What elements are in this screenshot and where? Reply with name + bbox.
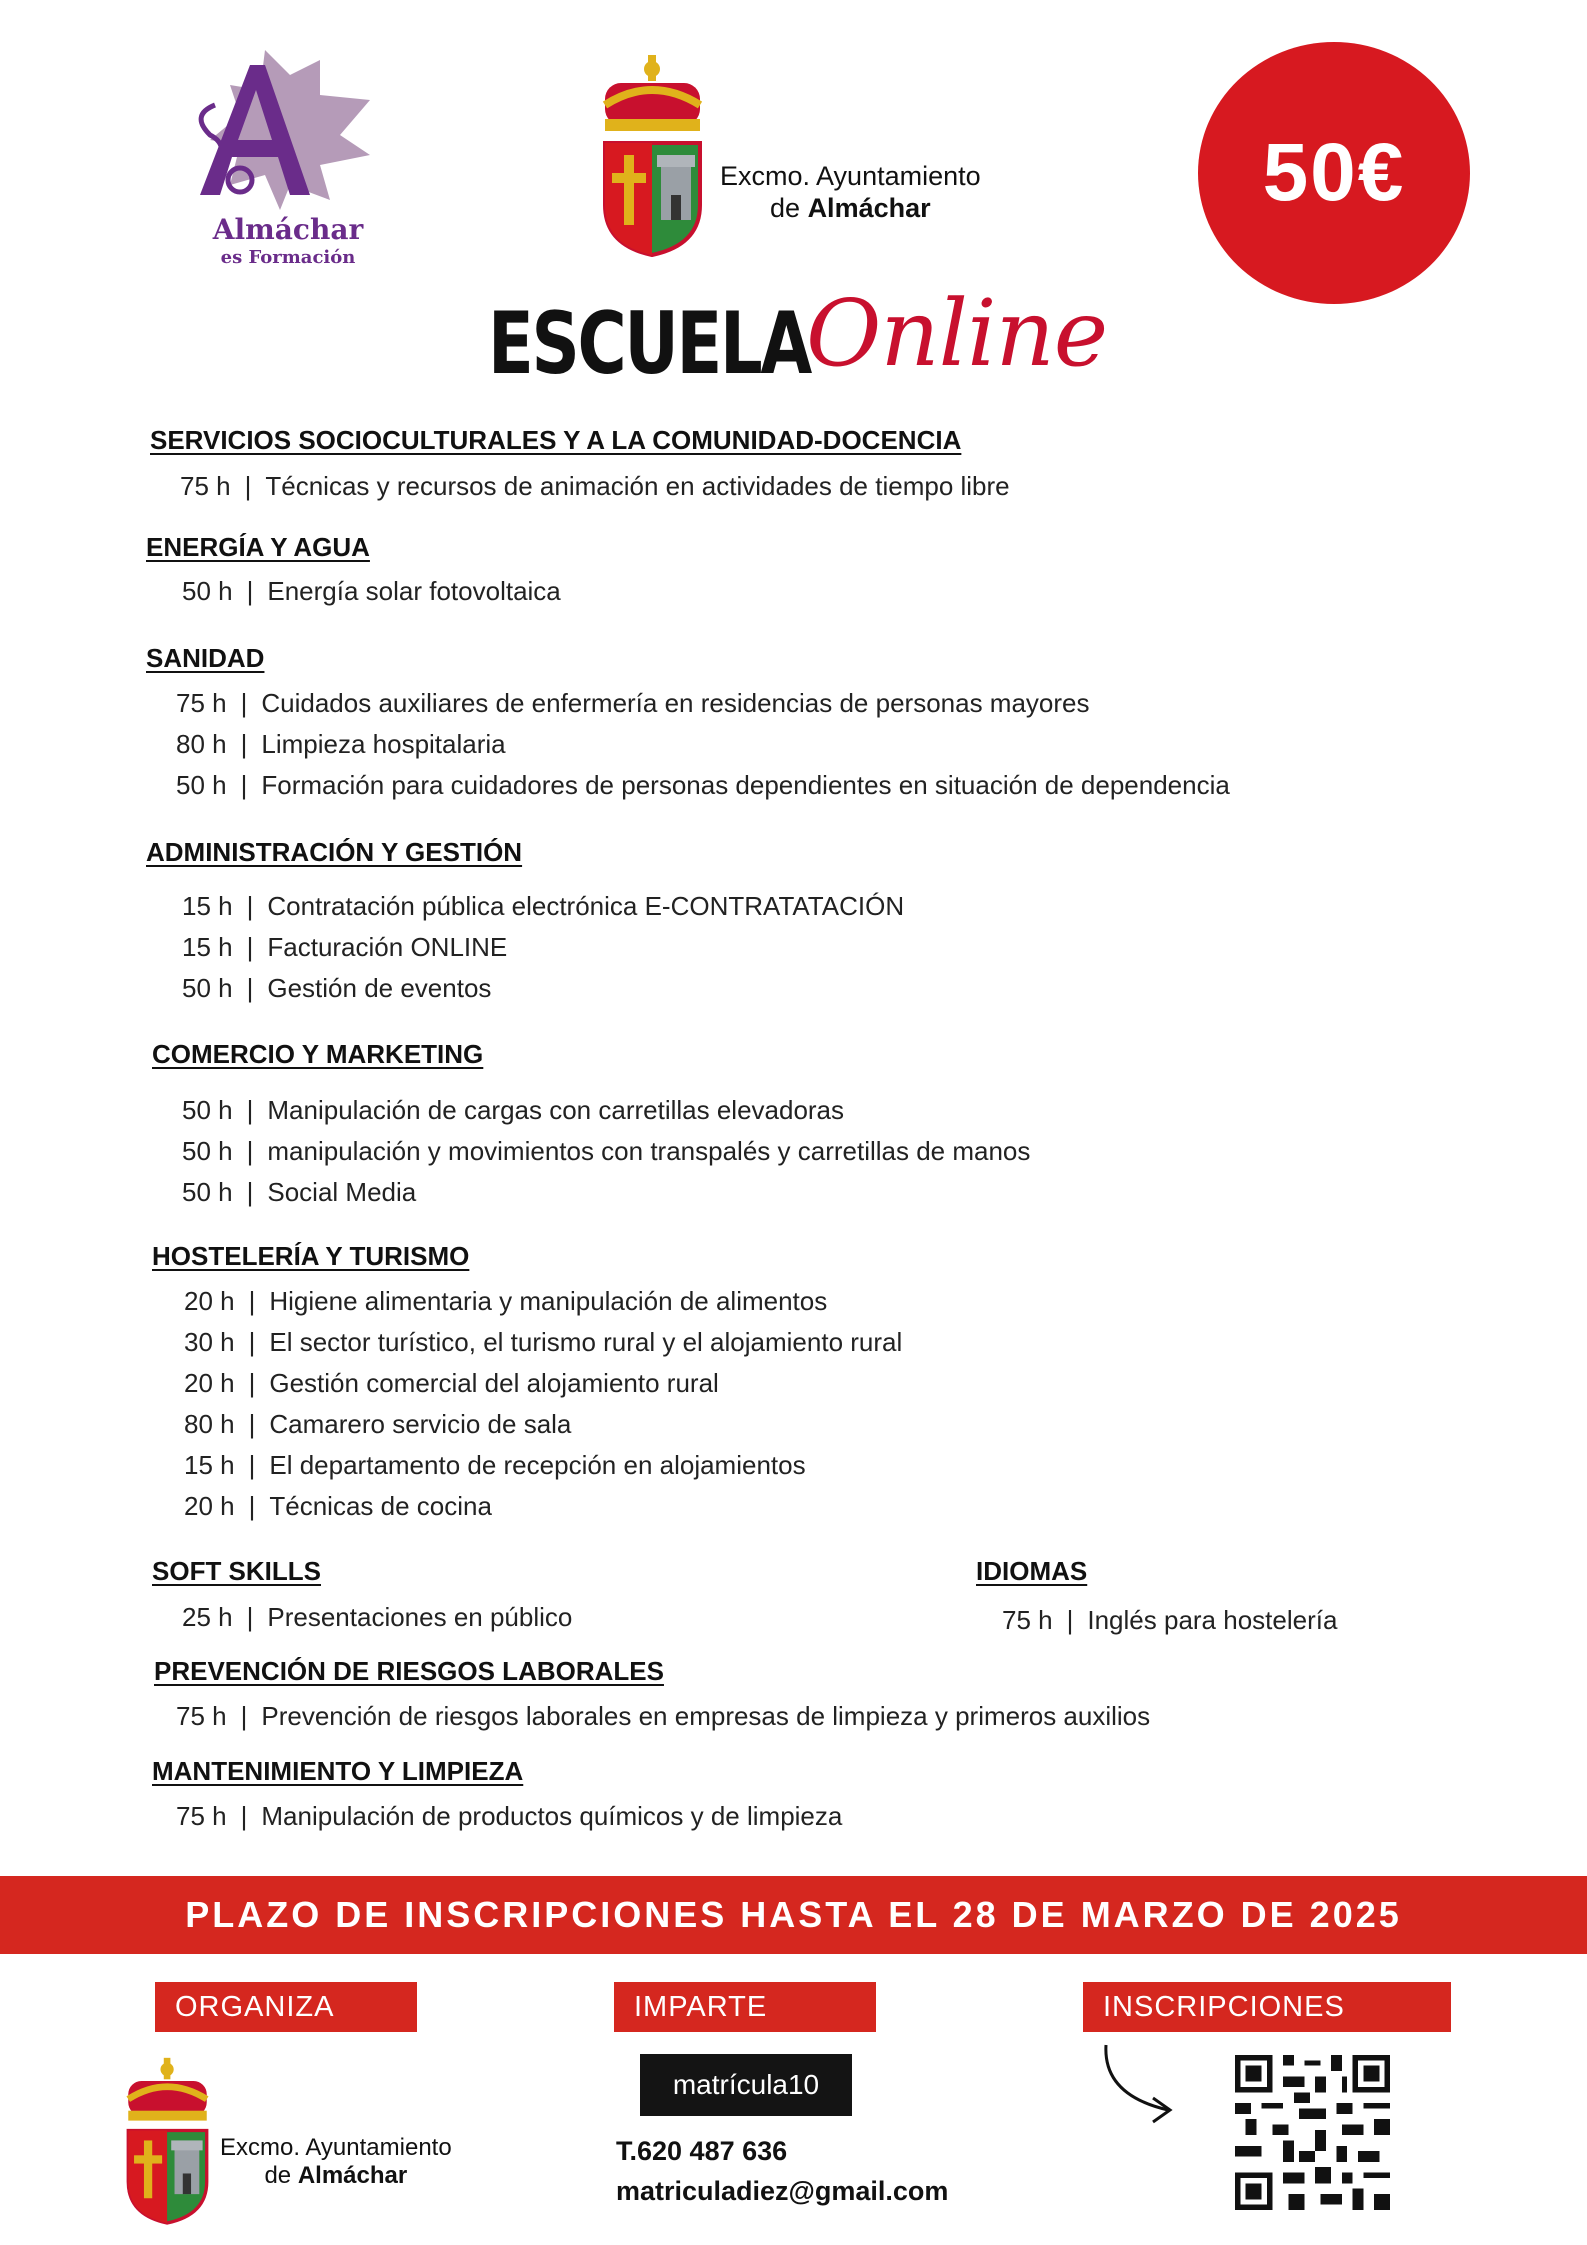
council-line2-bold: Almáchar xyxy=(297,2162,408,2189)
section-title: PREVENCIÓN DE RIESGOS LABORALES xyxy=(154,1656,664,1686)
course-separator: | xyxy=(248,1450,256,1480)
course-separator: | xyxy=(244,471,252,501)
page-title xyxy=(488,280,1108,400)
course-separator: | xyxy=(240,1801,248,1831)
coat-of-arms-icon xyxy=(120,2050,215,2235)
course-row xyxy=(184,1409,571,1440)
course-row xyxy=(182,1602,572,1633)
course-separator: | xyxy=(240,729,248,759)
almachar-formacion-logo xyxy=(170,45,390,275)
section-title: SOFT SKILLS xyxy=(152,1556,321,1586)
course-separator: | xyxy=(240,688,248,718)
course-hours: 20 h xyxy=(184,1368,235,1398)
course-separator: | xyxy=(246,932,254,962)
course-row xyxy=(176,688,1090,719)
contact-phone[interactable]: T.620 487 636 xyxy=(616,2136,788,2166)
section-title: MANTENIMIENTO Y LIMPIEZA xyxy=(152,1756,524,1786)
course-separator: | xyxy=(240,770,248,800)
course-hours: 15 h xyxy=(182,932,233,962)
course-separator: | xyxy=(248,1409,256,1439)
course-name: El departamento de recepción en alojamientos xyxy=(269,1450,806,1480)
course-row xyxy=(176,729,506,760)
course-hours: 80 h xyxy=(184,1409,235,1439)
council-line2-prefix: de xyxy=(264,2162,298,2189)
course-name: Manipulación de cargas con carretillas elevadoras xyxy=(267,1095,845,1125)
course-hours: 75 h xyxy=(1002,1605,1053,1635)
course-row xyxy=(184,1286,827,1317)
org-logo-line2: es Formación xyxy=(220,247,356,268)
course-hours: 15 h xyxy=(182,891,233,921)
course-row xyxy=(184,1491,492,1522)
course-hours: 20 h xyxy=(184,1491,235,1521)
inscripciones-tag: INSCRIPCIONES xyxy=(1083,1982,1451,2032)
matricula10-logo: matrícula10 xyxy=(640,2054,852,2116)
course-hours: 75 h xyxy=(176,688,227,718)
course-name: Contratación pública electrónica E-CONTRATATACIÓN xyxy=(267,891,905,921)
course-row xyxy=(176,1801,842,1832)
title-script: Online xyxy=(806,280,1108,387)
course-hours: 20 h xyxy=(184,1286,235,1316)
council-line2-bold: Almáchar xyxy=(807,193,931,223)
qr-code-icon[interactable] xyxy=(1235,2055,1390,2210)
coat-of-arms-icon xyxy=(595,55,710,260)
course-separator: | xyxy=(246,1177,254,1207)
council-name-header xyxy=(720,160,981,224)
course-row xyxy=(182,1095,844,1126)
section-title: COMERCIO Y MARKETING xyxy=(152,1039,484,1069)
price-badge: 50€ xyxy=(1198,42,1470,304)
course-hours: 30 h xyxy=(184,1327,235,1357)
section-title: HOSTELERÍA Y TURISMO xyxy=(152,1241,470,1271)
course-name: Social Media xyxy=(267,1177,417,1207)
course-hours: 75 h xyxy=(176,1701,227,1731)
org-logo-line1: Almáchar xyxy=(212,213,364,246)
course-name: Gestión comercial del alojamiento rural xyxy=(269,1368,719,1398)
council-line2 xyxy=(220,2162,452,2190)
course-row xyxy=(184,1327,902,1358)
course-separator: | xyxy=(248,1368,256,1398)
section-title: ENERGÍA Y AGUA xyxy=(146,532,370,562)
council-line1: Excmo. Ayuntamiento xyxy=(220,2134,452,2161)
course-name: Limpieza hospitalaria xyxy=(261,729,506,759)
course-hours: 75 h xyxy=(180,471,231,501)
course-hours: 50 h xyxy=(182,1095,233,1125)
course-hours: 50 h xyxy=(182,973,233,1003)
course-row xyxy=(184,1450,806,1481)
course-hours: 50 h xyxy=(176,770,227,800)
course-separator: | xyxy=(248,1327,256,1357)
course-row xyxy=(182,932,507,963)
leaf-letter-a-icon xyxy=(170,45,390,215)
council-line2 xyxy=(720,192,981,224)
course-row xyxy=(1002,1605,1337,1636)
course-name: El sector turístico, el turismo rural y el alojamiento rural xyxy=(269,1327,903,1357)
course-row xyxy=(176,770,1230,801)
course-row xyxy=(182,576,561,607)
course-name: Higiene alimentaria y manipulación de alimentos xyxy=(269,1286,828,1316)
council-logo-header xyxy=(595,55,1015,265)
contact-email[interactable]: matriculadiez@gmail.com xyxy=(616,2176,949,2206)
course-hours: 50 h xyxy=(182,1177,233,1207)
course-separator: | xyxy=(246,1136,254,1166)
course-name: Inglés para hostelería xyxy=(1087,1605,1338,1635)
organiza-tag: ORGANIZA xyxy=(155,1982,417,2032)
course-separator: | xyxy=(246,891,254,921)
course-row xyxy=(180,471,1010,502)
course-hours: 80 h xyxy=(176,729,227,759)
course-separator: | xyxy=(1066,1605,1074,1635)
course-separator: | xyxy=(246,1602,254,1632)
course-hours: 15 h xyxy=(184,1450,235,1480)
course-name: Técnicas de cocina xyxy=(269,1491,492,1521)
section-title: IDIOMAS xyxy=(976,1556,1088,1586)
title-main: ESCUELA xyxy=(488,294,810,394)
course-hours: 50 h xyxy=(182,576,233,606)
course-name: Cuidados auxiliares de enfermería en residencias de personas mayores xyxy=(261,688,1090,718)
council-name-footer xyxy=(220,2134,452,2190)
imparte-tag: IMPARTE xyxy=(614,1982,876,2032)
section-title: SERVICIOS SOCIOCULTURALES Y A LA COMUNIDAD-DOCENCIA xyxy=(150,425,962,455)
course-name: Gestión de eventos xyxy=(267,973,492,1003)
course-separator: | xyxy=(246,576,254,606)
council-line1: Excmo. Ayuntamiento xyxy=(720,161,981,191)
course-hours: 50 h xyxy=(182,1136,233,1166)
course-name: Camarero servicio de sala xyxy=(269,1409,572,1439)
course-name: Manipulación de productos químicos y de limpieza xyxy=(261,1801,843,1831)
course-row xyxy=(176,1701,1150,1732)
course-name: Técnicas y recursos de animación en actividades de tiempo libre xyxy=(265,471,1010,501)
course-separator: | xyxy=(248,1286,256,1316)
course-row xyxy=(182,973,491,1004)
council-logo-footer xyxy=(120,2050,460,2240)
course-name: manipulación y movimientos con transpalés y carretillas de manos xyxy=(267,1136,1031,1166)
course-name: Prevención de riesgos laborales en empresas de limpieza y primeros auxilios xyxy=(261,1701,1151,1731)
course-name: Facturación ONLINE xyxy=(267,932,508,962)
course-row xyxy=(182,891,904,922)
course-separator: | xyxy=(246,1095,254,1125)
course-name: Presentaciones en público xyxy=(267,1602,573,1632)
course-separator: | xyxy=(246,973,254,1003)
course-row xyxy=(182,1136,1030,1167)
course-separator: | xyxy=(240,1701,248,1731)
course-name: Formación para cuidadores de personas dependientes en situación de dependencia xyxy=(261,770,1230,800)
course-hours: 25 h xyxy=(182,1602,233,1632)
course-row xyxy=(182,1177,416,1208)
course-separator: | xyxy=(248,1491,256,1521)
arrow-icon xyxy=(1098,2040,1188,2130)
council-line2-prefix: de xyxy=(770,193,808,223)
deadline-banner: PLAZO DE INSCRIPCIONES HASTA EL 28 DE MARZO DE 2025 xyxy=(0,1876,1587,1954)
course-row xyxy=(184,1368,719,1399)
course-name: Energía solar fotovoltaica xyxy=(267,576,561,606)
section-title: SANIDAD xyxy=(146,643,265,673)
section-title: ADMINISTRACIÓN Y GESTIÓN xyxy=(146,837,523,867)
course-hours: 75 h xyxy=(176,1801,227,1831)
